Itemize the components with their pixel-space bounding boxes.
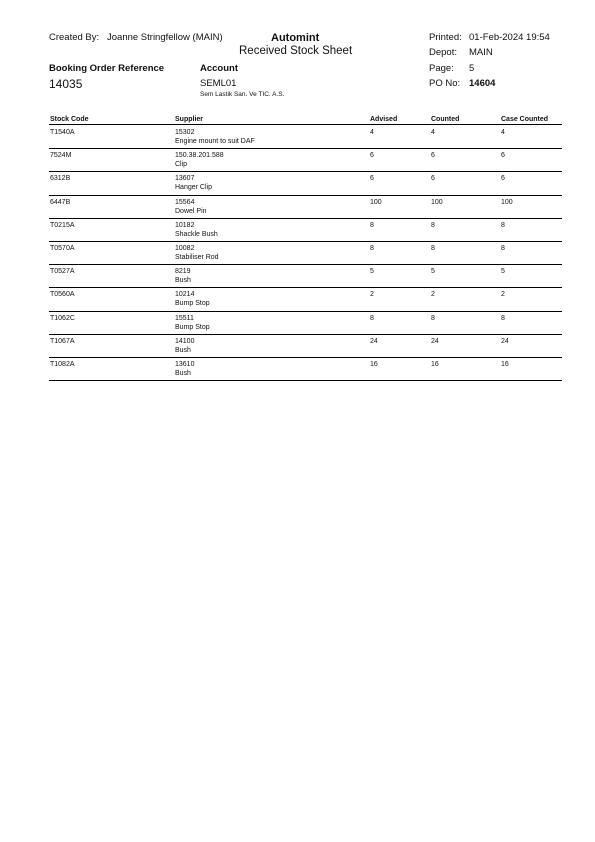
- advised-qty: 8: [370, 221, 374, 229]
- item-description: Bump Stop: [175, 300, 210, 308]
- account-label: Account: [200, 63, 238, 74]
- counted-qty: 5: [431, 268, 435, 276]
- supplier-code: 14100: [175, 337, 195, 345]
- advised-qty: 2: [370, 291, 374, 299]
- supplier-code: 8219: [175, 268, 191, 276]
- item-description: Stabiliser Rod: [175, 253, 219, 261]
- table-row: [49, 312, 562, 335]
- table-row: [49, 196, 562, 219]
- item-description: Clip: [175, 161, 188, 169]
- item-description: Bush: [175, 369, 191, 377]
- item-description: Dowel Pin: [175, 207, 207, 215]
- page-label: Page:: [429, 63, 454, 74]
- item-description: Bush: [175, 346, 191, 354]
- advised-qty: 8: [370, 244, 374, 252]
- case-counted-qty: 24: [501, 337, 509, 345]
- stock-code: T0527A: [50, 268, 75, 276]
- case-counted-qty: 8: [501, 221, 505, 229]
- advised-qty: 6: [370, 175, 374, 183]
- table-row: [49, 172, 562, 195]
- col-header-case-counted: Case Counted: [501, 116, 549, 123]
- counted-qty: 4: [431, 129, 435, 136]
- table-row: [49, 242, 562, 265]
- stock-code: T1540A: [50, 129, 75, 136]
- item-description: Bump Stop: [175, 323, 210, 331]
- stock-code: T1082A: [50, 360, 75, 368]
- account-name: Sem Lastik San. Ve TIC. A.S.: [200, 91, 285, 98]
- case-counted-qty: 6: [501, 152, 505, 160]
- sheet-title: Received Stock Sheet: [239, 45, 353, 57]
- table-row: [49, 358, 562, 381]
- item-description: Shackle Bush: [175, 230, 218, 238]
- table-row: [49, 126, 562, 149]
- col-header-counted: Counted: [431, 116, 460, 123]
- stock-code: T1062C: [50, 314, 75, 322]
- counted-qty: 6: [431, 175, 435, 183]
- header-divider: [49, 124, 562, 125]
- stock-code: 7524M: [50, 152, 72, 160]
- depot-value: MAIN: [469, 47, 493, 58]
- booking-label: Booking Order Reference: [49, 63, 165, 74]
- supplier-code: 13610: [175, 360, 195, 368]
- col-header-stock-code: Stock Code: [50, 116, 89, 123]
- supplier-code: 15564: [175, 198, 195, 206]
- advised-qty: 16: [370, 360, 378, 368]
- table-row: [49, 288, 562, 311]
- depot-label: Depot:: [429, 47, 457, 58]
- advised-qty: 100: [370, 198, 382, 206]
- case-counted-qty: 100: [501, 198, 513, 206]
- supplier-code: 15511: [175, 314, 194, 322]
- advised-qty: 5: [370, 268, 374, 276]
- advised-qty: 6: [370, 152, 374, 160]
- booking-value: 14035: [49, 77, 83, 91]
- counted-qty: 8: [431, 314, 435, 322]
- counted-qty: 8: [431, 244, 435, 252]
- po-label: PO No:: [429, 78, 461, 89]
- company-name: Automint: [271, 32, 320, 44]
- table-row: [49, 335, 562, 358]
- table-row: [49, 149, 562, 172]
- created-by-label: Created By:: [49, 32, 100, 43]
- advised-qty: 24: [370, 337, 378, 345]
- table-row: [49, 219, 562, 242]
- case-counted-qty: 8: [501, 314, 505, 322]
- supplier-code: 15302: [175, 129, 195, 136]
- supplier-code: 10082: [175, 244, 195, 252]
- item-description: Bush: [175, 277, 191, 285]
- col-header-supplier: Supplier: [175, 116, 204, 123]
- case-counted-qty: 8: [501, 244, 505, 252]
- stock-code: T0560A: [50, 291, 75, 299]
- stock-code: T0570A: [50, 244, 75, 252]
- counted-qty: 6: [431, 152, 435, 160]
- account-code: SEML01: [200, 78, 237, 89]
- counted-qty: 2: [431, 291, 435, 299]
- created-by-value: Joanne Stringfellow (MAIN): [107, 32, 223, 43]
- counted-qty: 100: [431, 198, 443, 206]
- case-counted-qty: 5: [501, 268, 505, 276]
- stock-table-body: [49, 126, 562, 381]
- stock-code: 6447B: [50, 198, 71, 206]
- col-header-advised: Advised: [370, 116, 398, 123]
- counted-qty: 16: [431, 360, 439, 368]
- counted-qty: 8: [431, 221, 435, 229]
- stock-code: T0215A: [50, 221, 75, 229]
- supplier-code: 13607: [175, 175, 195, 183]
- po-value: 14604: [469, 78, 496, 89]
- case-counted-qty: 16: [501, 360, 509, 368]
- printed-label: Printed:: [429, 32, 462, 43]
- case-counted-qty: 2: [501, 291, 505, 299]
- table-row: [49, 265, 562, 288]
- supplier-code: 10214: [175, 291, 195, 299]
- printed-value: 01-Feb-2024 19:54: [469, 32, 550, 43]
- case-counted-qty: 4: [501, 129, 505, 136]
- item-description: Hanger Clip: [175, 184, 212, 192]
- counted-qty: 24: [431, 337, 439, 345]
- stock-code: T1067A: [50, 337, 75, 345]
- advised-qty: 4: [370, 129, 374, 136]
- page-value: 5: [469, 63, 475, 74]
- supplier-code: 10182: [175, 221, 195, 229]
- item-description: Engine mount to suit DAF: [175, 138, 255, 145]
- case-counted-qty: 6: [501, 175, 505, 183]
- supplier-code: 150.38.201.588: [175, 152, 224, 160]
- advised-qty: 8: [370, 314, 374, 322]
- stock-code: 6312B: [50, 175, 71, 183]
